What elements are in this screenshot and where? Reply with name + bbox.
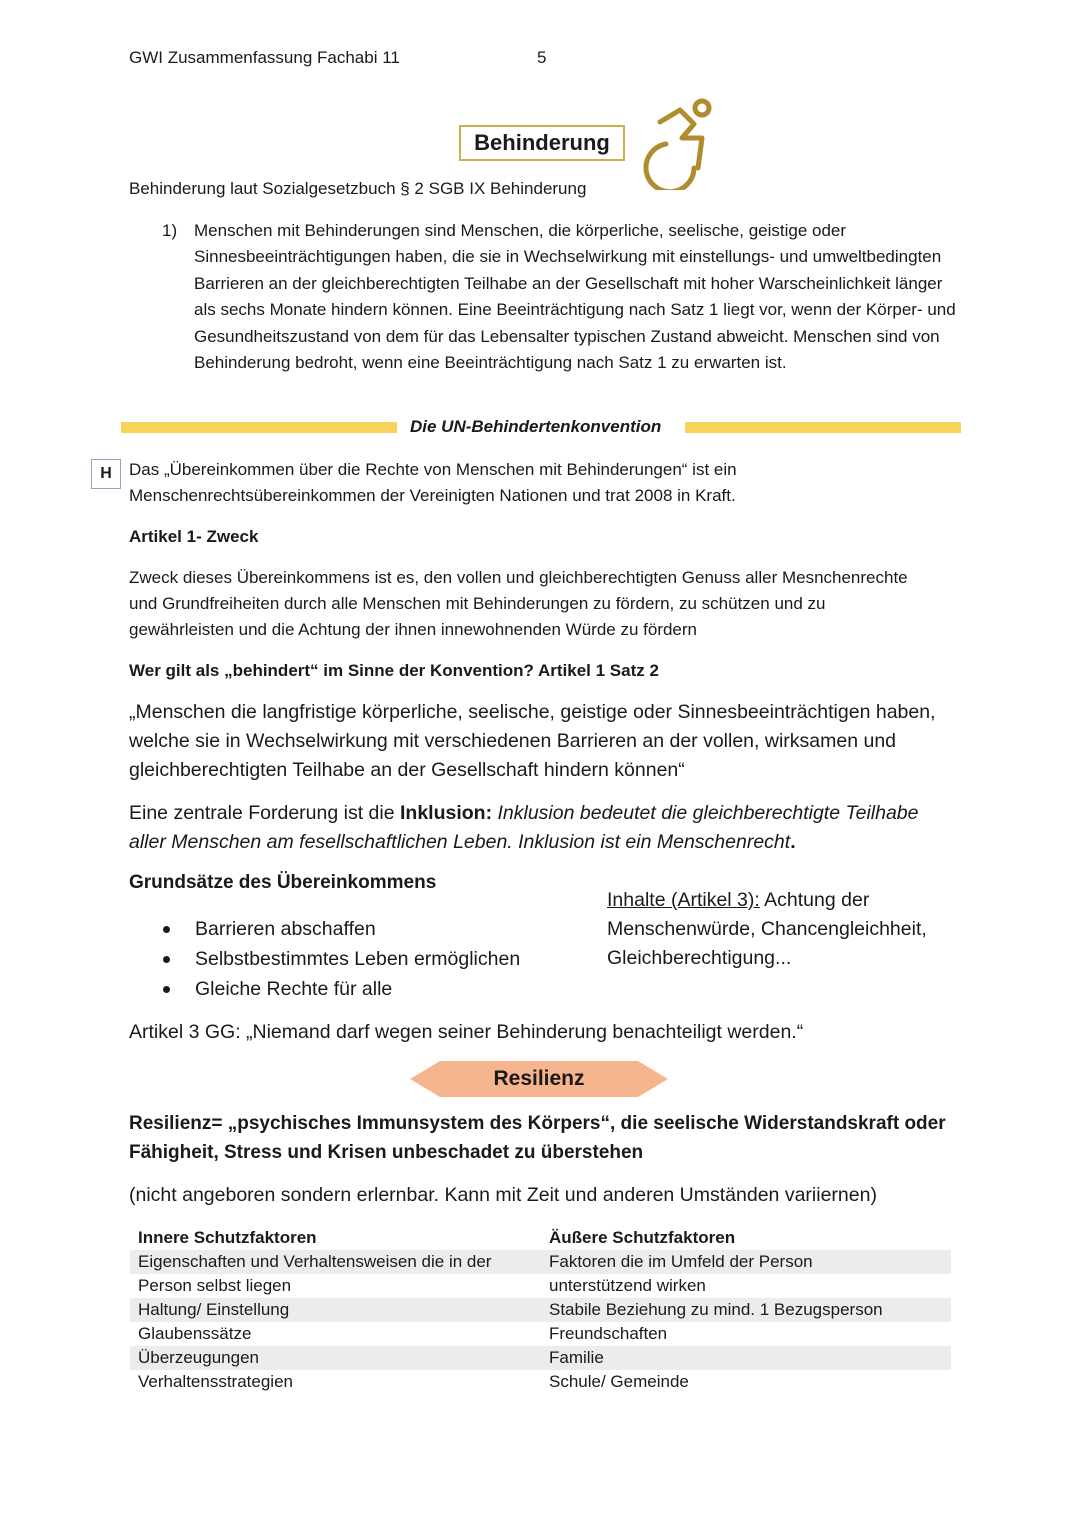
table-cell: Person selbst liegen [138,1276,292,1295]
table-cell: Freundschaften [549,1324,668,1343]
list-item: Barrieren abschaffen [129,914,569,944]
artikel1-text: Zweck dieses Übereinkommens ist es, den vollen und gleichberechtigten Genuss aller Mesnchenrechte und Grundfreiheiten durch alle Menschen mit Behinderungen zu fördern, zu schützen und zu gewährleisten und die Achtung der ihnen innewohnenden Würde zu fördern [129,568,908,639]
list-item: Gleiche Rechte für alle [129,974,569,1004]
inklusion-prefix: Eine zentrale Forderung ist die [129,802,400,824]
inhalte-label: Inhalte (Artikel 3): [607,889,760,911]
table-cell: unterstützend wirken [549,1276,706,1295]
table-cell: Stabile Beziehung zu mind. 1 Bezugsperson [541,1298,951,1322]
table-header-inner: Innere Schutzfaktoren [138,1228,317,1247]
table-cell: Überzeugungen [130,1346,541,1370]
behindert-quote: „Menschen die langfristige körperliche, seelische, geistige oder Sinnesbeeinträchtigen haben, welche sie in Wechselwirkung mit verschiedenen Barrieren an der vollen, wirksamen und gleichberechtigten Teilhabe an der Gesellschaft hindern können“ [129,701,936,781]
resilienz-definition: Resilienz= „psychisches Immunsystem des Körpers“, die seelische Widerstandskraft oder Fähigheit, Stress und Krisen unbeschadet zu überstehen [129,1113,946,1163]
artikel1-heading: Artikel 1- Zweck [129,527,259,546]
table-header-row [130,1226,951,1250]
grundsaetze-heading: Grundsätze des Übereinkommens [129,872,437,893]
inklusion-definition: Inklusion bedeutet die gleichberechtigte Teilhabe aller Menschen am fesellschaftlichen Leben. Inklusion ist ein Menschenrecht [129,802,919,853]
section-title-behinderung: Behinderung [459,125,625,161]
behindert-heading: Wer gilt als „behindert“ im Sinne der Konvention? Artikel 1 Satz 2 [129,661,659,680]
law-intro: Behinderung laut Sozialgesetzbuch § 2 SGB IX Behinderung [129,179,587,198]
table-cell: Familie [541,1346,951,1370]
resilienz-note: (nicht angeboren sondern erlernbar. Kann mit Zeit und anderen Umständen variiernen) [129,1184,877,1206]
gg-article: Artikel 3 GG: „Niemand darf wegen seiner Behinderung benachteiligt werden.“ [129,1021,804,1043]
law-definition-text: Menschen mit Behinderungen sind Menschen, die körperliche, seelische, geistige oder Sinnesbeeinträchtigungen haben, die sie in Wechselwirkung mit einstellungs- und umweltbedingten Barrieren an der gleichberechtigten Teilhabe an der Gesellschaft mit hoher Warscheinlichkeit länger als sechs Monate hindern können. Eine Beeinträchtigung nach Satz 1 liegt vor, wenn der Körper- und Gesundheitszustand von dem für das Lebensalter typischen Zustand abweicht. Menschen sind von Behinderung bedroht, wenn eine Beeinträchtigung nach Satz 1 zu erwarten ist. [194,221,956,373]
section-title-un: Die UN-Behindertenkonvention [410,417,662,436]
table-cell: Faktoren die im Umfeld der Person [541,1250,951,1274]
inhalte-content: Achtung der Menschenwürde, Chancengleichheit, Gleichberechtigung... [607,889,927,969]
list-item-number: 1) [162,221,178,240]
wheelchair-icon [640,98,718,190]
inklusion-term: Inklusion: [399,802,493,824]
table-row [130,1370,951,1394]
table-row [130,1274,951,1298]
document-title: GWI Zusammenfassung Fachabi 11 [129,48,400,67]
inklusion-paragraph [129,799,949,857]
table-cell: Eigenschaften und Verhaltensweisen die in der [130,1250,541,1274]
un-intro: Das „Übereinkommen über die Rechte von Menschen mit Behinderungen“ ist ein Menschenrechtsübereinkommen der Vereinigten Nationen und trat 2008 in Kraft. [129,460,737,505]
table-cell: Schule/ Gemeinde [549,1372,689,1391]
table-row [130,1322,951,1346]
table-cell: Glaubenssätze [138,1324,252,1343]
list-item: Selbstbestimmtes Leben ermöglichen [129,944,569,974]
schutzfaktoren-table [130,1226,951,1394]
inhalte-text [607,886,947,973]
heading-marker: H [91,459,121,489]
divider-bar-right [685,422,961,433]
table-row [130,1346,951,1370]
section-title-resilienz: Resilienz [493,1067,585,1090]
table-cell: Verhaltensstrategien [138,1372,293,1391]
table-cell: Haltung/ Einstellung [130,1298,541,1322]
divider-bar-left [121,422,397,433]
table-row [130,1250,951,1274]
table-header-outer: Äußere Schutzfaktoren [549,1228,736,1247]
inklusion-end: . [790,831,796,853]
grundsaetze-list [129,914,569,1004]
table-row [130,1298,951,1322]
page-number: 5 [537,48,547,67]
